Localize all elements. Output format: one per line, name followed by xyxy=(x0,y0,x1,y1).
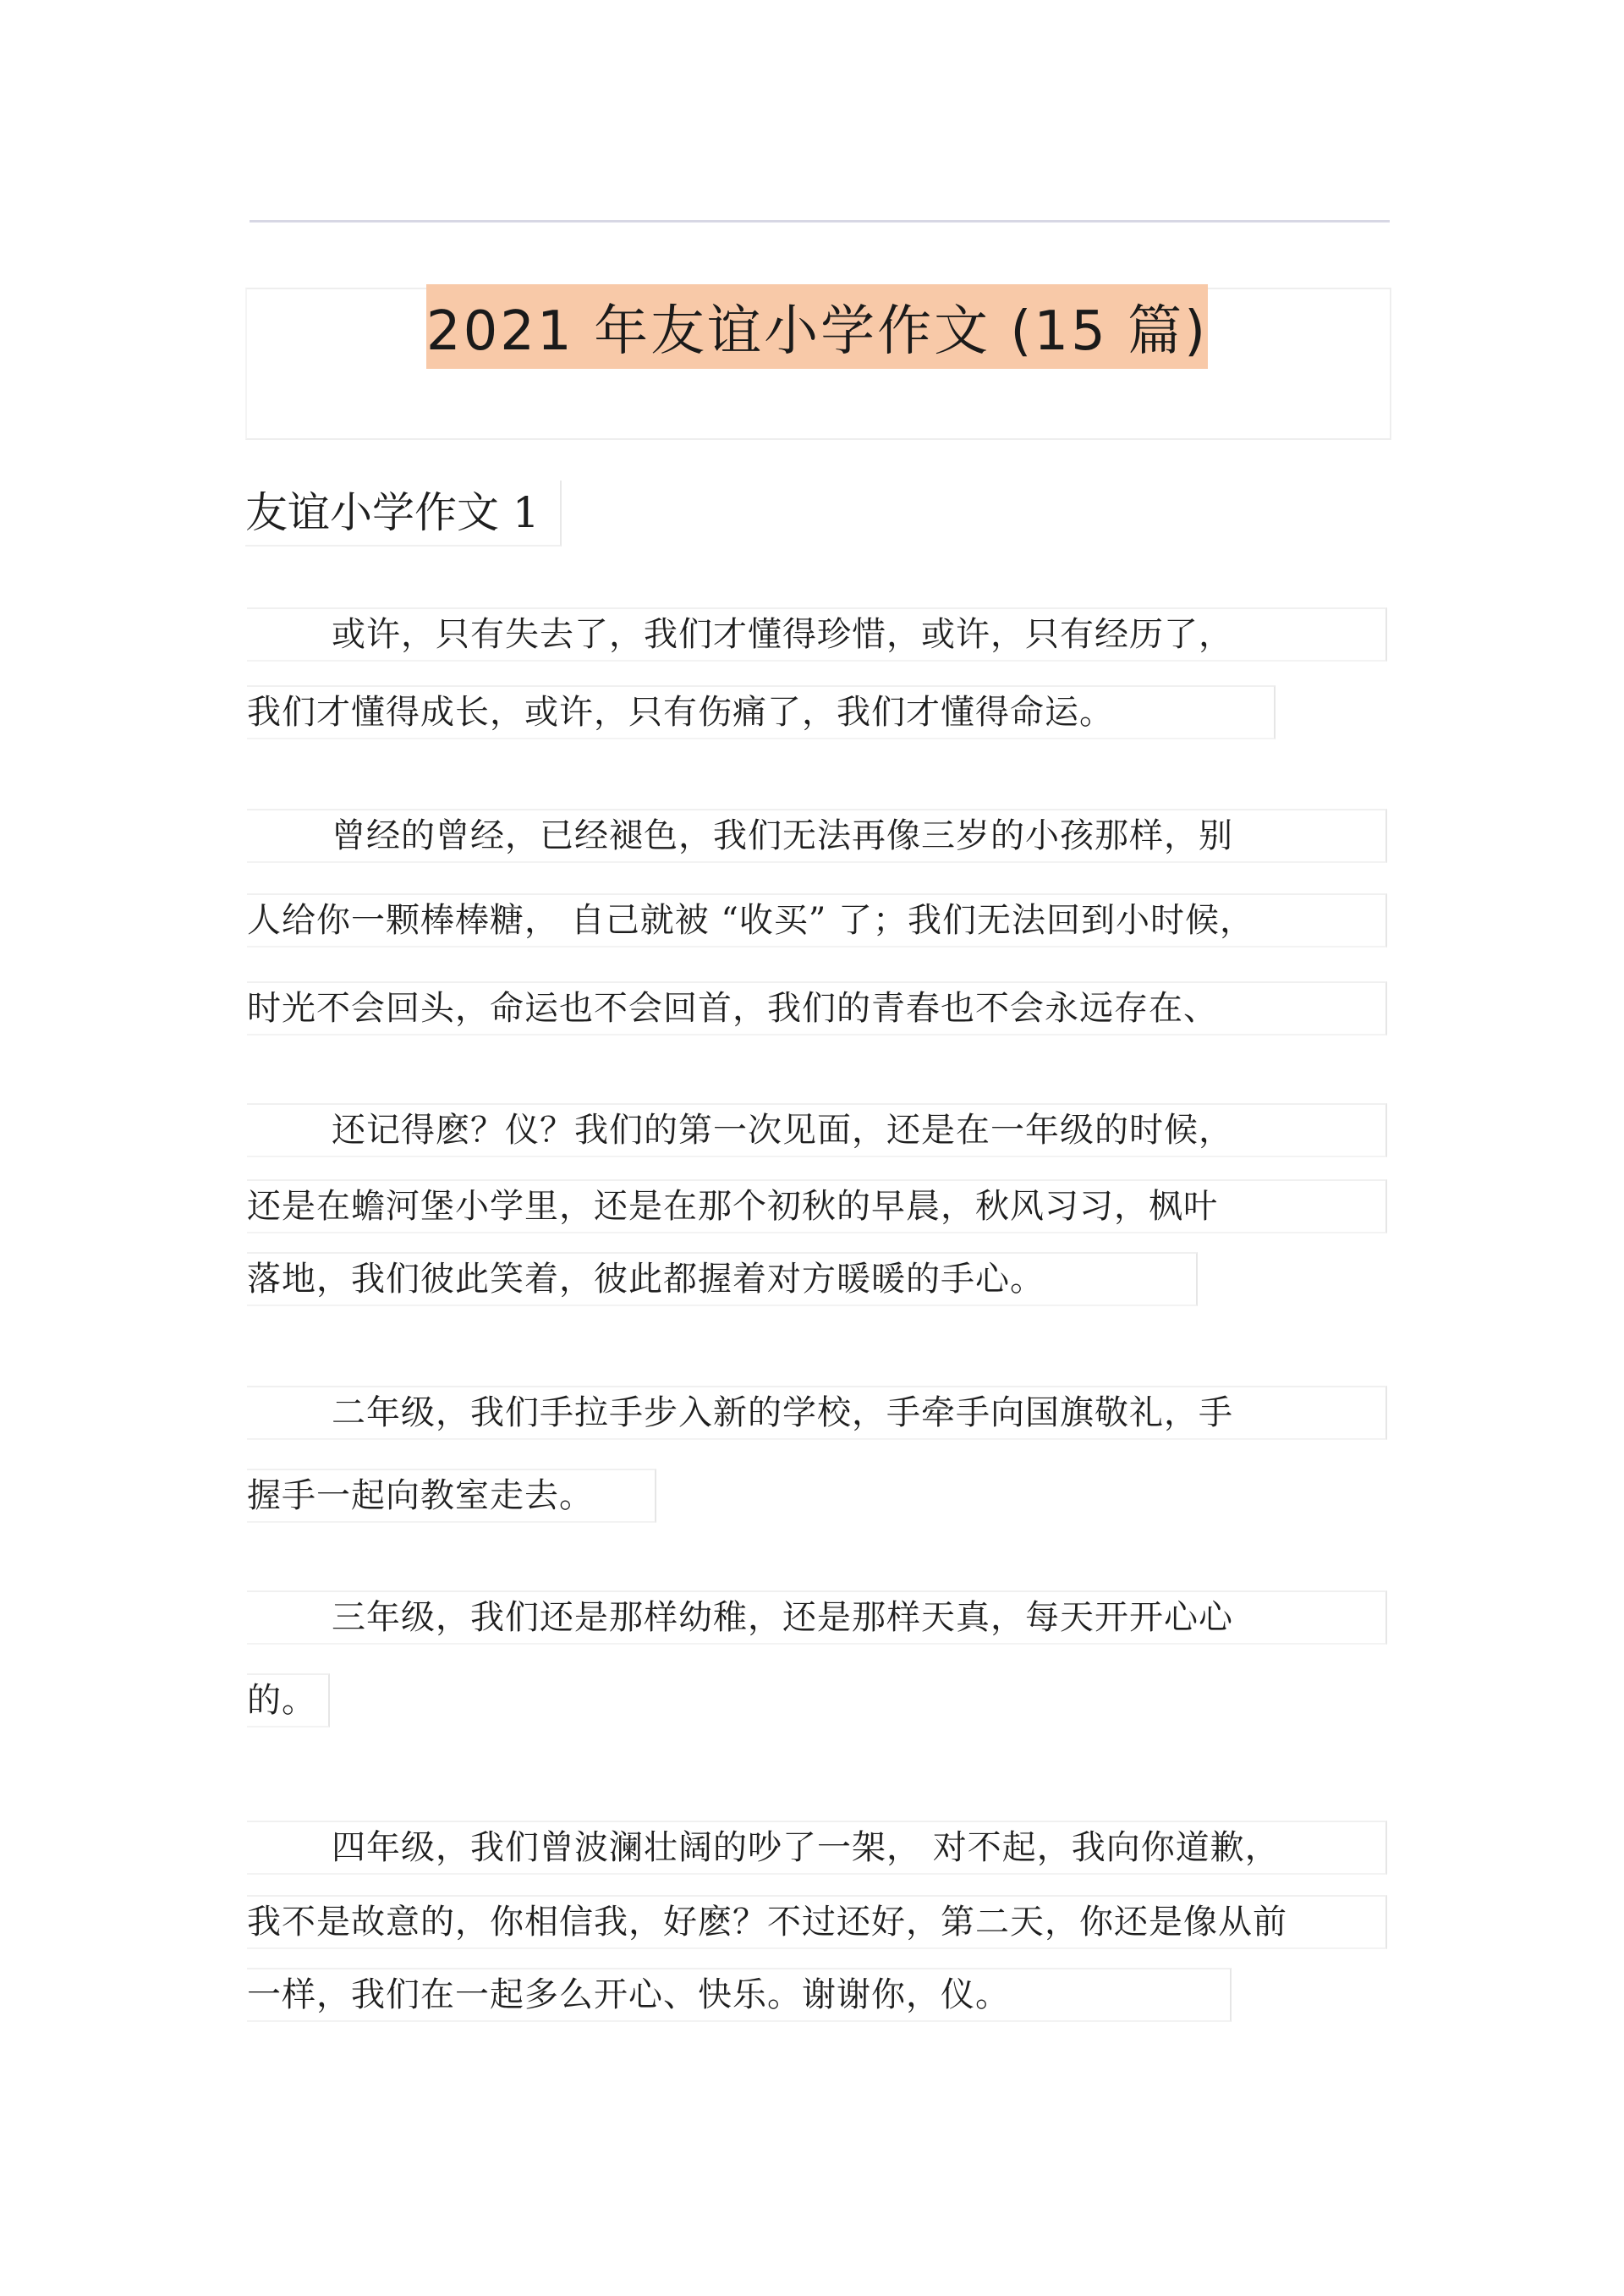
line-text: 还是在蟾河堡小学里，还是在那个初秋的早晨，秋风习习，枫叶 xyxy=(247,1187,1218,1226)
line-text: 落地，我们彼此笑着，彼此都握着对方暖暖的手心。 xyxy=(247,1260,1045,1299)
text-line xyxy=(247,1895,1387,1949)
line-text: 人给你一颗棒棒糖， 自己就被 “收买” 了；我们无法回到小时候， xyxy=(247,901,1255,940)
text-line xyxy=(247,685,1276,739)
text-line xyxy=(247,1103,1387,1157)
line-text: 握手一起向教室走去。 xyxy=(247,1476,594,1515)
text-line xyxy=(247,1386,1387,1440)
line-text: 我们才懂得成长，或许，只有伤痛了，我们才懂得命运。 xyxy=(247,693,1114,732)
line-text: 一样，我们在一起多么开心、快乐。谢谢你，仪。 xyxy=(247,1975,1010,2014)
line-text: 或许，只有失去了，我们才懂得珍惜，或许，只有经历了， xyxy=(332,615,1233,654)
line-text: 二年级，我们手拉手步入新的学校，手牵手向国旗敬礼，手 xyxy=(332,1393,1233,1432)
line-text: 的。 xyxy=(247,1681,316,1720)
document-title: 2021 年友谊小学作文 (15 篇) xyxy=(425,300,1209,363)
text-line xyxy=(247,1252,1198,1306)
text-line xyxy=(247,1179,1387,1233)
text-line xyxy=(247,607,1387,662)
line-text: 时光不会回头，命运也不会回首，我们的青春也不会永远存在、 xyxy=(247,989,1218,1028)
text-line xyxy=(247,1469,656,1523)
line-text: 三年级，我们还是那样幼稚，还是那样天真，每天开开心心 xyxy=(332,1598,1233,1637)
line-text: 还记得麽？仪？我们的第一次见面，还是在一年级的时候， xyxy=(332,1111,1233,1150)
text-line xyxy=(247,1673,330,1727)
line-text: 曾经的曾经，已经褪色，我们无法再像三岁的小孩那样，别 xyxy=(332,816,1233,855)
line-text: 四年级，我们曾波澜壮阔的吵了一架， 对不起，我向你道歉， xyxy=(332,1828,1280,1867)
text-line xyxy=(247,981,1387,1035)
text-line xyxy=(247,1590,1387,1645)
line-text: 我不是故意的，你相信我，好麽？不过还好，第二天，你还是像从前 xyxy=(247,1903,1287,1942)
top-rule xyxy=(250,220,1390,222)
text-line xyxy=(247,893,1387,948)
section-heading: 友谊小学作文 1 xyxy=(245,481,562,547)
text-line xyxy=(247,1968,1232,2022)
text-line xyxy=(247,1821,1387,1875)
title-highlight xyxy=(426,284,1208,369)
text-line xyxy=(247,809,1387,863)
